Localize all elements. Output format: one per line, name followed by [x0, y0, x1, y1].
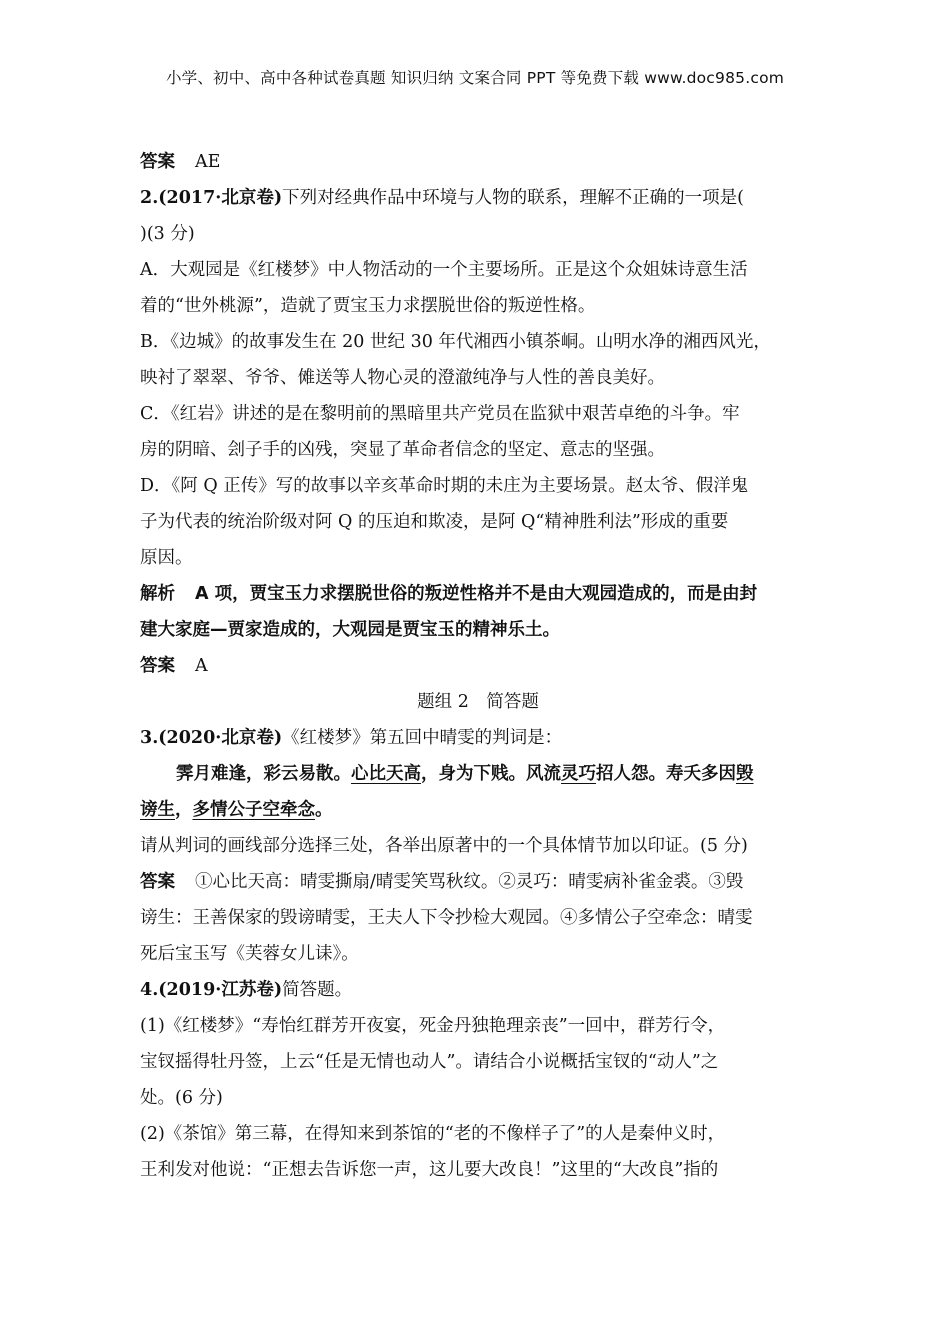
q2-analysis	[140, 576, 816, 612]
q3-answer-cont: 谤生：王善保家的毁谤晴雯，王夫人下令抄检大观园。④多情公子空牵念：晴雯	[140, 908, 753, 928]
q2-answer	[140, 648, 816, 684]
question-stem: 简答题。	[282, 980, 353, 1000]
poem-underlined: 谤生	[140, 800, 175, 820]
q2-option-b-cont: 映衬了翠翠、爷爷、傩送等人物心灵的澄澈纯净与人性的善良美好。	[140, 368, 665, 388]
q3-poem-line-1	[140, 756, 816, 792]
q2-analysis-cont: 建大家庭—贾家造成的，大观园是贾宝玉的精神乐土。	[140, 620, 560, 640]
q2-option-d-cont: 子为代表的统治阶级对阿 Q 的压迫和欺凌，是阿 Q“精神胜利法”形成的重要	[140, 512, 729, 532]
question-source: .(2020·北京卷)	[152, 728, 283, 748]
poem-underlined: 多情公子空牵念	[192, 800, 315, 820]
answer-text: ①心比天高：晴雯撕扇/晴雯笑骂秋纹。②灵巧：晴雯病补雀金裘。③毁	[195, 872, 744, 892]
q3-answer	[140, 864, 816, 900]
q4-stem	[140, 972, 816, 1008]
poem-text: ，身为下贱。风流	[421, 764, 561, 784]
question-source: .(2019·江苏卷)	[152, 980, 283, 1000]
q1-answer	[140, 144, 816, 180]
question-stem: 下列对经典作品中环境与人物的联系，理解不正确的一项是(	[282, 188, 744, 208]
analysis-label: 解析	[140, 584, 175, 604]
page-header-banner: 小学、初中、高中各种试卷真题 知识归纳 文案合同 PPT 等免费下载 www.doc985.com	[165, 69, 785, 87]
q3-instruction: 请从判词的画线部分选择三处，各举出原著中的一个具体情节加以印证。(5 分)	[140, 836, 748, 856]
poem-text: 招人怨。寿夭多因	[596, 764, 736, 784]
group-heading: 题组 2 简答题	[417, 692, 539, 712]
question-source: .(2017·北京卷)	[152, 188, 283, 208]
answer-text: A	[195, 656, 208, 676]
poem-text: 。	[315, 800, 333, 820]
document-body	[140, 144, 816, 1188]
q4-part-2: (2)《茶馆》第三幕，在得知来到茶馆的“老的不像样子了”的人是秦仲义时，	[140, 1124, 726, 1144]
analysis-text: A 项，贾宝玉力求摆脱世俗的叛逆性格并不是由大观园造成的，而是由封	[195, 584, 758, 604]
poem-underlined: 灵巧	[561, 764, 596, 784]
answer-label: 答案	[140, 152, 175, 172]
answer-label: 答案	[140, 872, 175, 892]
answer-text: AE	[195, 152, 221, 172]
q2-stem	[140, 180, 816, 216]
q2-option-c-cont: 房的阴暗、刽子手的凶残，突显了革命者信念的坚定、意志的坚强。	[140, 440, 665, 460]
poem-underlined: 毁	[736, 764, 754, 784]
q2-option-a-cont: 着的“世外桃源”，造就了贾宝玉力求摆脱世俗的叛逆性格。	[140, 296, 596, 316]
question-stem: 《红楼梦》第五回中晴雯的判词是：	[282, 728, 563, 748]
question-number: 4	[140, 980, 153, 1000]
q2-option-d: D．《阿 Q 正传》写的故事以辛亥革命时期的未庄为主要场景。赵太爷、假洋鬼	[140, 476, 749, 496]
q4-part-1-cont: 宝钗摇得牡丹签，上云“任是无情也动人”。请结合小说概括宝钗的“动人”之	[140, 1052, 719, 1072]
q4-part-1: (1)《红楼梦》“寿怡红群芳开夜宴，死金丹独艳理亲丧”一回中，群芳行令，	[140, 1016, 726, 1036]
poem-text: 霁月难逢，彩云易散。	[176, 764, 351, 784]
q4-part-1-end: 处。(6 分)	[140, 1088, 223, 1108]
q3-poem-line-2	[140, 792, 816, 828]
question-number: 2	[140, 188, 153, 208]
poem-underlined: 心比天高	[351, 764, 421, 784]
answer-label: 答案	[140, 656, 175, 676]
q2-option-a: A．大观园是《红楼梦》中人物活动的一个主要场所。正是这个众姐妹诗意生活	[140, 260, 748, 280]
q2-option-c: C．《红岩》讲述的是在黎明前的黑暗里共产党员在监狱中艰苦卓绝的斗争。牢	[140, 404, 740, 424]
q4-part-2-cont: 王利发对他说：“正想去告诉您一声，这儿要大改良！”这里的“大改良”指的	[140, 1160, 719, 1180]
q3-stem	[140, 720, 816, 756]
q2-option-d-end: 原因。	[140, 548, 193, 568]
question-number: 3	[140, 728, 153, 748]
poem-text: ，	[175, 800, 193, 820]
q2-option-b: B．《边城》的故事发生在 20 世纪 30 年代湘西小镇茶峒。山明水净的湘西风光，	[140, 332, 771, 352]
q2-stem-cont: )(3 分)	[140, 224, 195, 244]
q3-answer-end: 死后宝玉写《芙蓉女儿诔》。	[140, 944, 359, 964]
